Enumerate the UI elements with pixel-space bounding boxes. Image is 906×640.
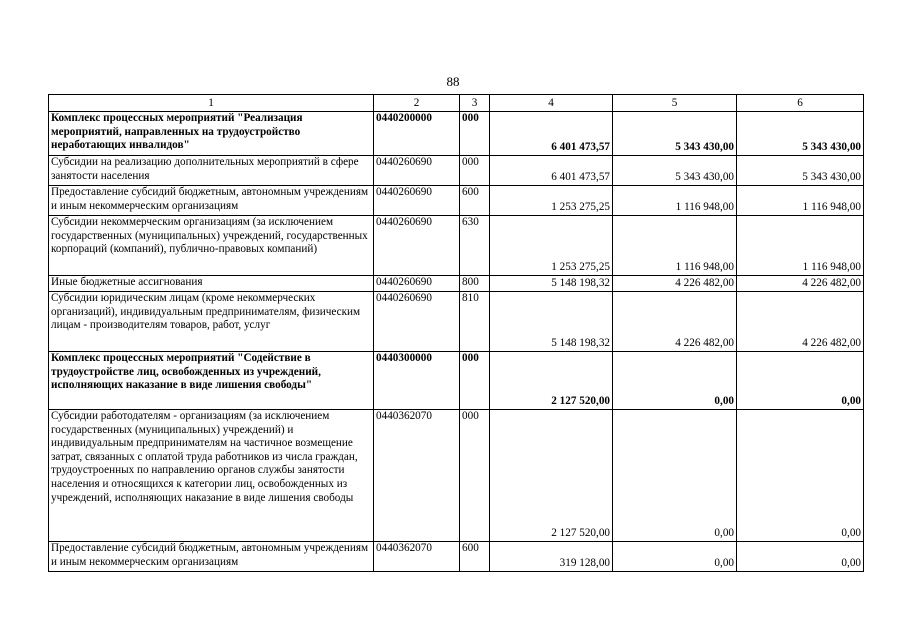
amount-col6: 1 116 948,00 — [737, 186, 864, 216]
column-header: 6 — [737, 95, 864, 112]
amount-col6: 0,00 — [737, 352, 864, 410]
item-name: Субсидии юридическим лицам (кроме некоммерческих организаций), индивидуальным предпринимателям, физическим лицам - производителям товаров, работ, услуг — [49, 292, 374, 352]
target-code: 0440362070 — [374, 410, 460, 542]
column-header: 5 — [613, 95, 737, 112]
page-number: 88 — [446, 74, 460, 89]
amount-col5: 5 343 430,00 — [613, 156, 737, 186]
header-row — [49, 95, 864, 112]
amount-col5: 0,00 — [613, 410, 737, 542]
target-code: 0440300000 — [374, 352, 460, 410]
amount-col5: 5 343 430,00 — [613, 112, 737, 156]
amount-col5: 1 116 948,00 — [613, 216, 737, 276]
amount-col6: 0,00 — [737, 542, 864, 572]
amount-col4: 6 401 473,57 — [490, 156, 613, 186]
amount-col6: 5 343 430,00 — [737, 156, 864, 186]
amount-col4: 5 148 198,32 — [490, 276, 613, 292]
table-row — [49, 410, 864, 542]
item-name: Иные бюджетные ассигнования — [49, 276, 374, 292]
item-name: Субсидии на реализацию дополнительных мероприятий в сфере занятости населения — [49, 156, 374, 186]
target-code: 0440260690 — [374, 216, 460, 276]
expense-type: 810 — [460, 292, 490, 352]
column-header: 2 — [374, 95, 460, 112]
budget-table — [48, 94, 864, 572]
item-name: Субсидии работодателям - организациям (за исключением государственных (муниципальных) учреждений) и индивидуальным предпринимателям на частичное возмещение затрат, связанных с оплатой труда работников из числа граждан, трудоустроенных по направлению органов службы занятости населения и относящихся к категории лиц, освобожденных из учреждений, исполняющих наказание в виде лишения свободы — [49, 410, 374, 542]
target-code: 0440260690 — [374, 276, 460, 292]
amount-col4: 2 127 520,00 — [490, 352, 613, 410]
target-code: 0440260690 — [374, 186, 460, 216]
expense-type: 000 — [460, 352, 490, 410]
amount-col4: 1 253 275,25 — [490, 216, 613, 276]
item-name: Комплекс процессных мероприятий "Содействие в трудоустройстве лиц, освобожденных из учреждений, исполняющих наказание в виде лишения свободы" — [49, 352, 374, 410]
amount-col4: 5 148 198,32 — [490, 292, 613, 352]
amount-col6: 4 226 482,00 — [737, 276, 864, 292]
amount-col4: 6 401 473,57 — [490, 112, 613, 156]
amount-col6: 0,00 — [737, 410, 864, 542]
amount-col6: 1 116 948,00 — [737, 216, 864, 276]
table-row — [49, 156, 864, 186]
amount-col4: 1 253 275,25 — [490, 186, 613, 216]
table-row — [49, 112, 864, 156]
column-header: 3 — [460, 95, 490, 112]
target-code: 0440200000 — [374, 112, 460, 156]
expense-type: 000 — [460, 156, 490, 186]
amount-col6: 5 343 430,00 — [737, 112, 864, 156]
amount-col5: 1 116 948,00 — [613, 186, 737, 216]
table-row — [49, 542, 864, 572]
amount-col4: 2 127 520,00 — [490, 410, 613, 542]
expense-type: 630 — [460, 216, 490, 276]
target-code: 0440362070 — [374, 542, 460, 572]
amount-col5: 4 226 482,00 — [613, 276, 737, 292]
table-row — [49, 216, 864, 276]
amount-col5: 4 226 482,00 — [613, 292, 737, 352]
table-row — [49, 352, 864, 410]
item-name: Комплекс процессных мероприятий "Реализация мероприятий, направленных на трудоустройство неработающих инвалидов" — [49, 112, 374, 156]
item-name: Предоставление субсидий бюджетным, автономным учреждениям и иным некоммерческим организациям — [49, 186, 374, 216]
amount-col4: 319 128,00 — [490, 542, 613, 572]
table-row — [49, 276, 864, 292]
amount-col5: 0,00 — [613, 542, 737, 572]
item-name: Субсидии некоммерческим организациям (за исключением государственных (муниципальных) учреждений, государственных корпораций (компаний), публично-правовых компаний) — [49, 216, 374, 276]
expense-type: 000 — [460, 112, 490, 156]
column-header: 4 — [490, 95, 613, 112]
item-name: Предоставление субсидий бюджетным, автономным учреждениям и иным некоммерческим организациям — [49, 542, 374, 572]
expense-type: 800 — [460, 276, 490, 292]
expense-type: 000 — [460, 410, 490, 542]
column-header: 1 — [49, 95, 374, 112]
target-code: 0440260690 — [374, 292, 460, 352]
expense-type: 600 — [460, 542, 490, 572]
expense-type: 600 — [460, 186, 490, 216]
table-row — [49, 186, 864, 216]
target-code: 0440260690 — [374, 156, 460, 186]
amount-col5: 0,00 — [613, 352, 737, 410]
amount-col6: 4 226 482,00 — [737, 292, 864, 352]
table-row — [49, 292, 864, 352]
